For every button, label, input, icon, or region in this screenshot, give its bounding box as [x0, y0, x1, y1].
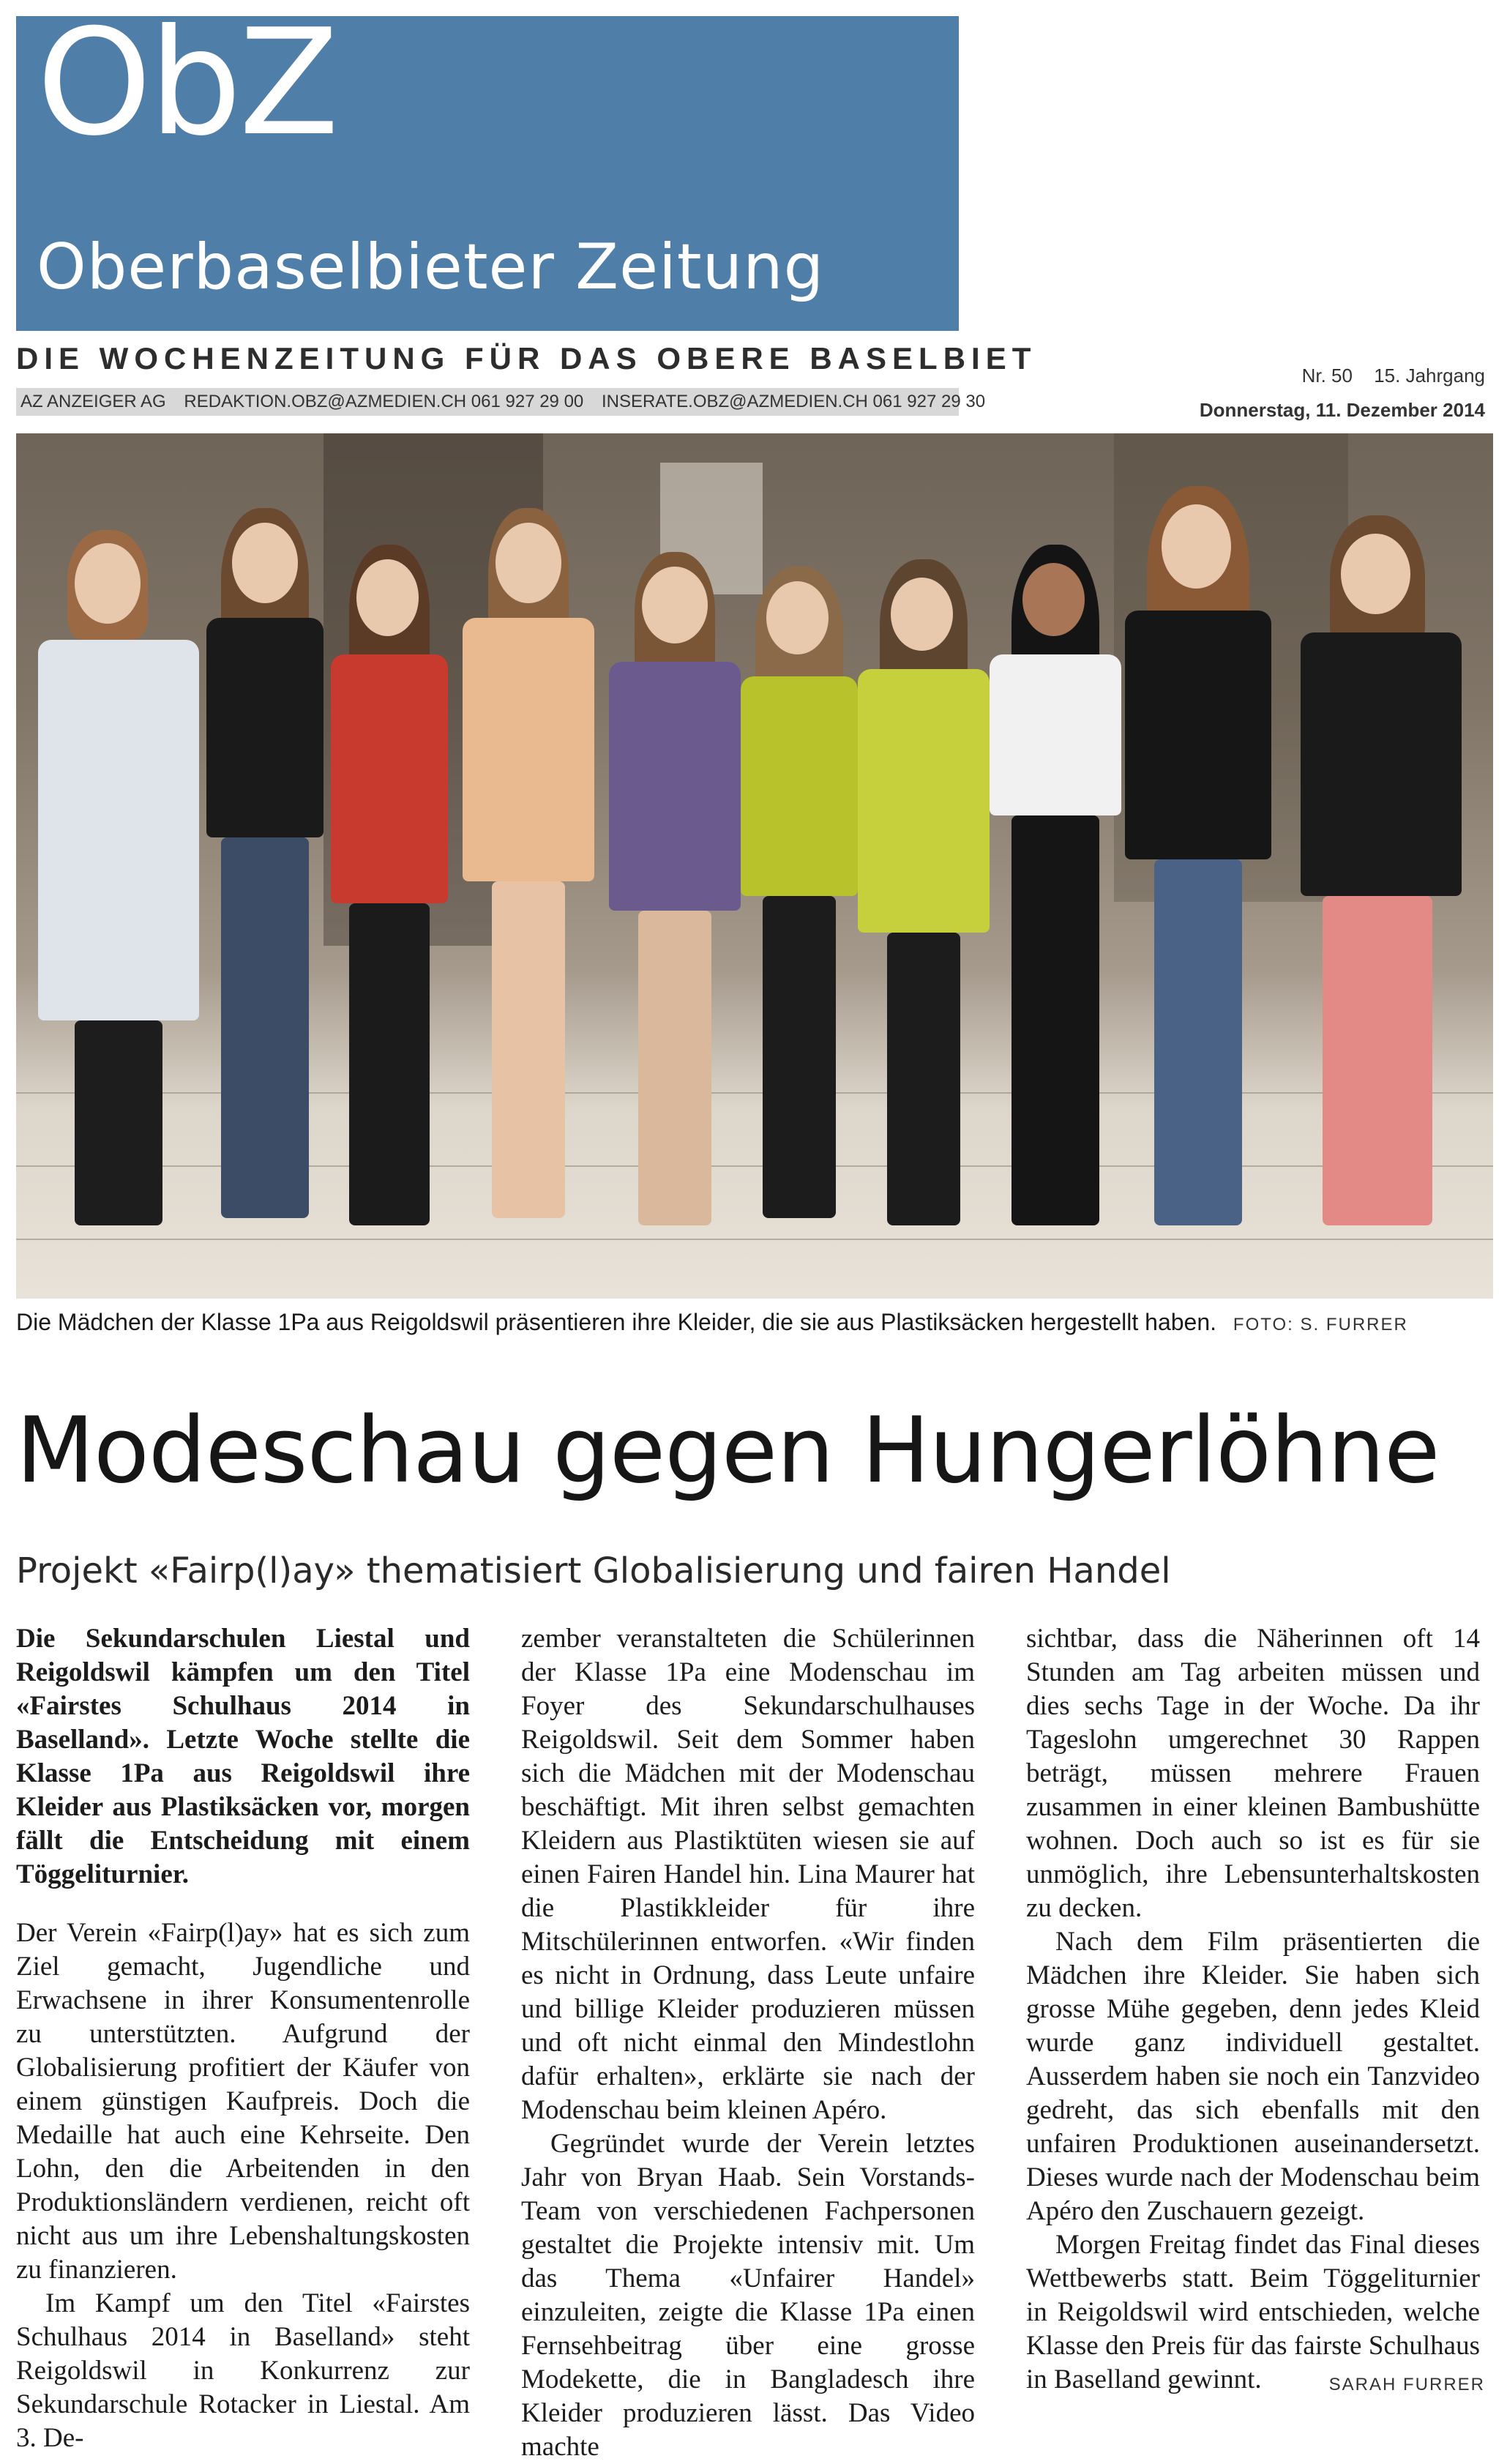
article-paragraph: Morgen Freitag findet das Final dieses Wettbewerbs statt. Beim Töggeliturnier in Reigoldswil wird entschieden, welche Klasse den Preis für das fairste Schulhaus in Baselland gewinnt. — [1026, 2230, 1480, 2394]
article-photo — [16, 433, 1493, 1299]
photo-person — [31, 530, 206, 1233]
photo-person — [602, 545, 748, 1233]
publisher-name: AZ ANZEIGER AG — [20, 392, 166, 411]
photo-person — [324, 530, 455, 1233]
issue-number: Nr. 50 — [1301, 365, 1353, 387]
caption-text: Die Mädchen der Klasse 1Pa aus Reigoldswil präsentieren ihre Kleider, die sie aus Plastiksäcken hergestellt haben. — [16, 1309, 1217, 1335]
article-column-3 — [1026, 1622, 1480, 2397]
photo-person — [982, 545, 1129, 1233]
photo-person — [455, 508, 602, 1233]
article-column-1 — [16, 1622, 470, 2455]
article-headline: Modeschau gegen Hungerlöhne — [16, 1398, 1440, 1504]
logo-short-name: ObZ — [37, 16, 337, 168]
article-paragraph: sichtbar, dass die Näherinnen oft 14 Stunden am Tag arbeiten müssen und dies sechs Tage in der Woche. Da ihr Tageslohn umgerechnet 30 Rappen beträgt, müssen mehrere Frauen zusammen in einer kleinen Bambushütte wohnen. Doch auch so ist es für sie unmöglich, ihre Lebensunterhaltskosten zu decken. — [1026, 1624, 1480, 1923]
article-paragraph: Nach dem Film präsentierten die Mädchen ihre Kleider. Sie haben sich grosse Mühe gegeben, denn jedes Kleid wurde ganz individuell gestaltet. Ausserdem haben sie noch ein Tanzvideo gedreht, das sich ebenfalls mit den unfairen Produktionen auseinandersetzt. Dieses wurde nach der Modenschau beim Apéro den Zuschauern gezeigt. — [1026, 1927, 1480, 2226]
issue-volume: 15. Jahrgang — [1374, 365, 1485, 387]
photo-caption — [16, 1309, 1493, 1336]
photo-person — [1114, 486, 1282, 1233]
photo-person — [1290, 515, 1473, 1233]
article-paragraph: Im Kampf um den Titel «Fairstes Schulhaus 2014 in Baselland» steht Reigoldswil in Konkurrenz zur Sekundarschule Rotacker in Liestal. Am 3. De- — [16, 2288, 470, 2453]
photo-person — [733, 559, 865, 1233]
article-paragraph: Gegründet wurde der Verein letztes Jahr von Bryan Haab. Sein Vorstands-Team von verschiedenen Fachpersonen gestaltet die Projekte intensiv mit. Um das Thema «Unfairer Handel» einzuleiten, zeigte die Klasse 1Pa einen Fernsehbeitrag über eine grosse Modekette, die in Bangladesch ihre Kleider produzieren lässt. Das Video machte — [521, 2129, 975, 2462]
article-paragraph: zember veranstalteten die Schülerinnen der Klasse 1Pa eine Modenschau im Foyer des Sekundarschulhauses Reigoldswil. Seit dem Sommer haben sich die Mädchen mit der Modenschau beschäftigt. Mit ihren selbst gemachten Kleidern aus Plastiktüten wiesen sie auf einen Fairen Handel hin. Lina Maurer hat die Plastikkleider für ihre Mitschülerinnen entworfen. «Wir finden es nicht in Ordnung, dass Leute unfaire und billige Kleider produzieren müssen und oft nicht einmal den Mindestlohn dafür erhalten», erklärte sie nach der Modenschau beim kleinen Apéro. — [521, 1624, 975, 2125]
ads-contact: INSERATE.OBZ@AZMEDIEN.CH 061 927 29 30 — [601, 392, 986, 411]
contact-bar — [16, 388, 986, 416]
issue-date: Donnerstag, 11. Dezember 2014 — [1199, 399, 1485, 421]
editorial-contact: REDAKTION.OBZ@AZMEDIEN.CH 061 927 29 00 — [184, 392, 584, 411]
photo-person — [850, 559, 997, 1233]
photo-person — [192, 508, 338, 1233]
article-column-2 — [521, 1622, 975, 2464]
issue-info — [1200, 365, 1485, 422]
article-paragraph: Der Verein «Fairp(l)ay» hat es sich zum Ziel gemacht, Jugendliche und Erwachsene in ihrer Konsumentenrolle zu unterstützten. Aufgrund der Globalisierung profitiert der Käufer von einem günstigen Kaufpreis. Doch die Medaille hat auch eine Kehrseite. Den Lohn, den die Arbeitenden in den Produktionsländern verdienen, reicht oft nicht aus um ihre Lebenshaltungskosten zu finanzieren. — [16, 1918, 470, 2285]
article-byline: SARAH FURRER — [1328, 2375, 1485, 2394]
article-lead: Die Sekundarschulen Liestal und Reigoldswil kämpfen um den Titel «Fairstes Schulhaus 2014 in Baselland». Letzte Woche stellte die Klasse 1Pa aus Reigoldswil ihre Kleider aus Plastiksäcken vor, morgen fällt die Entscheidung mit einem Töggeliturnier. — [16, 1624, 470, 1889]
photo-credit: FOTO: S. FURRER — [1233, 1315, 1408, 1334]
article-subheadline: Projekt «Fairp(l)ay» thematisiert Globalisierung und fairen Handel — [16, 1550, 1171, 1591]
masthead-tagline: DIE WOCHENZEITUNG FÜR DAS OBERE BASELBIET — [16, 341, 1037, 376]
masthead-logo — [16, 16, 959, 331]
logo-full-name: Oberbaselbieter Zeitung — [37, 231, 825, 304]
